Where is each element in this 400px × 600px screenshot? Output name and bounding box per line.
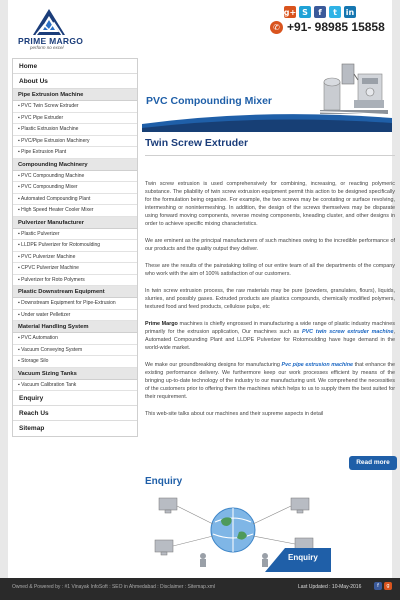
facebook-icon[interactable]: f (314, 6, 326, 18)
paragraph-5: Prime Margo machines is chiefly engrossed in manufacturing a wide range of plastic industry machines primarily for the extrusion application, Our machines such as PVC twin screw extruder machine, Automated Compounding Plant and LLDPE Pulverizer for Rotomoulding have huge demand in the world-wide market. (145, 321, 396, 351)
banner (142, 60, 392, 132)
sidebar-subitem[interactable]: ▪ PVC/Pipe Extrusion Machinery (13, 136, 137, 148)
paragraph-4: In twin screw extrusion process, the raw materials may be pure (powders, granulates, flours), liquids, slurries, and possibly gases. Extruded products are plastics compounds, chemically modified polymers, textured food and feed products, cellulose pulps, etc (145, 288, 395, 310)
paragraph-3: These are the results of the painstaking toiling of our entire team of all the departments of the company who work with the aim of 100% satisfaction of our customers. (145, 263, 395, 277)
sidebar-subitem[interactable]: ▪ PVC Automation (13, 333, 137, 345)
sidebar-subitem[interactable]: ▪ Vacuum Calibration Tank (13, 380, 137, 392)
sidebar-group-heading: Compounding Machinery (13, 159, 137, 171)
page (8, 0, 396, 600)
header (8, 0, 392, 58)
sidebar-group-heading: Plastic Downstream Equipment (13, 286, 137, 298)
brand-name: PRIME MARGO (18, 36, 84, 46)
sidebar-groups (13, 89, 137, 391)
sidebar-subitem[interactable]: ▪ Automated Compounding Plant (13, 194, 137, 206)
sidebar-subitem[interactable]: ▪ Vacuum Conveying System (13, 345, 137, 357)
sidebar-item-home[interactable]: Home (13, 59, 137, 74)
google-plus-icon[interactable]: g (384, 582, 392, 590)
brand-mention: Prime Margo (145, 321, 178, 327)
sidebar-subitem[interactable]: ▪ Pulverizer for Roto Polymers (13, 275, 137, 287)
sidebar-subitem[interactable]: ▪ PVC Compounding Machine (13, 171, 137, 183)
social-links (284, 6, 356, 18)
sidebar-nav (12, 58, 138, 437)
sidebar-group-heading: Vacuum Sizing Tanks (13, 368, 137, 380)
sidebar-item-sitemap[interactable]: Sitemap (19, 425, 45, 432)
sidebar-group-heading: Pulverizer Manufacturer (13, 217, 137, 229)
main-content (145, 137, 396, 466)
linkedin-icon[interactable]: in (345, 7, 355, 17)
footer-credits[interactable]: Owned & Powered by : #1 Vinayak InfoSoft : SEO in Ahmedabad : Disclaimer : Sitemap.xml (12, 584, 216, 590)
page-title: Twin Screw Extruder (145, 137, 395, 156)
link-pvc-twin-screw-extruder[interactable]: PVC twin screw extruder machine (301, 329, 394, 335)
sidebar-subitem[interactable]: ▪ PVC Compounding Mixer (13, 182, 137, 194)
paragraph-1: Twin screw extrusion is used comprehensively for combining, increasing, or reacting polymeric substance. The pliability of twin screw extrusion equipment permit this action to be designed specifically for the formulation being organize. For example, the two screws may be corotating or surface revolving, intermeshing or nonintermeshing. In addition, the design of the screws themselves may be disparate using forward moving components, reverse moving components, kneading cluster, and other designs in order to achieve specific mixing characteristics. (145, 181, 395, 227)
paragraph-7: This web-site talks about our machines and their supreme aspects in detail (145, 411, 324, 417)
paragraph-2: We are eminent as the principal manufacturers of such machines owing to the incredible performance of our products and the quality output they deliver. (145, 238, 395, 252)
sidebar-item-enquiry[interactable]: Enquiry (13, 391, 137, 406)
sidebar-subitem[interactable]: ▪ High Speed Heater Cooler Mixer (13, 205, 137, 217)
paragraph-6: We make our groundbreaking designs for manufacturing Pvc pipe extrusion machine that enhance the existing performance delivery. We furthermore keep our work processes efficient by means of the bringing up-to-date technology of the industry to our manufacturing unit. We comprehend the necessities of the customers prior to offering them the machines which helps to us to supply them the best suited for their requirement. (145, 362, 395, 400)
sidebar-item-about[interactable]: About Us (13, 74, 137, 89)
footer (0, 578, 400, 600)
sidebar-subitem[interactable]: ▪ Downstream Equipment for Pipe-Extrusion (13, 298, 137, 310)
banner-swoosh (142, 104, 392, 132)
skype-icon[interactable]: S (299, 6, 311, 18)
facebook-icon[interactable]: f (374, 582, 382, 590)
footer-social-links (374, 582, 392, 590)
logo-icon (32, 8, 66, 36)
sidebar-subitem[interactable]: ▪ PVC Pipe Extruder (13, 113, 137, 125)
phone-icon: ✆ (270, 21, 283, 34)
enquiry-heading: Enquiry (145, 476, 183, 487)
sidebar-item-reach-us[interactable]: Reach Us (13, 406, 137, 421)
link-pvc-pipe-extrusion-machine[interactable]: Pvc pipe extrusion machine (281, 362, 354, 368)
google-plus-icon[interactable]: g+ (283, 7, 297, 17)
sidebar-subitem[interactable]: ▪ Plastic Extrusion Machine (13, 124, 137, 136)
footer-last-updated: Last Updated : 10-May-2016 (298, 584, 362, 590)
sidebar-subitem[interactable]: ▪ Storage Silo (13, 356, 137, 368)
sidebar-subitem[interactable]: ▪ CPVC Pulverizer Machine (13, 263, 137, 275)
sidebar-subitem[interactable]: ▪ PVC Pulverizer Machine (13, 252, 137, 264)
sidebar-subitem[interactable]: ▪ PVC Twin Screw Extruder (13, 101, 137, 113)
twitter-icon[interactable]: t (329, 6, 341, 18)
read-more-button[interactable]: Read more (349, 456, 397, 470)
phone-contact[interactable] (270, 20, 385, 34)
sidebar-subitem[interactable]: ▪ LLDPE Pulverizer for Rotomoulding (13, 240, 137, 252)
phone-number: +91- 98985 15858 (287, 20, 385, 34)
sidebar-group-heading: Pipe Extrusion Machine (13, 89, 137, 101)
sidebar-subitem[interactable]: ▪ Pipe Extrusion Plant (13, 147, 137, 159)
sidebar-subitem[interactable]: ▪ Under water Pelletizer (13, 310, 137, 322)
banner-title: PVC Compounding Mixer (146, 95, 272, 107)
brand-tagline: perform no excel (30, 45, 64, 50)
enquiry-image-label: Enquiry (288, 553, 318, 562)
sidebar-subitem[interactable]: ▪ Plastic Pulverizer (13, 229, 137, 241)
sidebar-group-heading: Material Handling System (13, 321, 137, 333)
